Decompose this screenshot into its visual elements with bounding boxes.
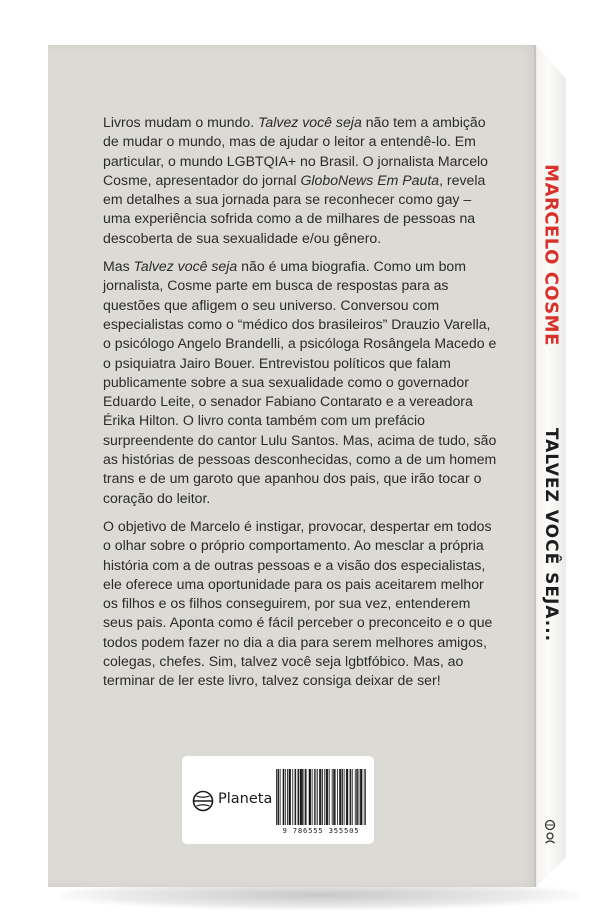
barcode-bar (295, 769, 296, 825)
barcode-bar (306, 769, 307, 825)
synopsis-text: não é uma biografia. Como um bom jornalista, Cosme parte em busca de respostas para as questões que afligem o seu universo. Conversou com especialistas como o “médico dos brasileiros” Drauzio Varella, o psicólogo Angelo Brandelli, a psicóloga Rosângela Macedo e o psiquiatra Jairo Bouer. Entrevistou políticos que falam publicamente sobre a sua sexualidade como o governador Eduardo Leite, o senador Fabiano Contarato e a vereadora Érika Hilton. O livro conta também com um prefácio surpreendente do cantor Lulu Santos. Mas, acima de tudo, são as histórias de pessoas desconhecidas, como a de um homem trans e de um garoto que apanhou dos pais, que irão tocar o coração do leitor. (103, 258, 497, 506)
barcode-bar (326, 769, 327, 825)
barcode-bar (355, 769, 356, 825)
italic-title-text: Talvez você seja (133, 258, 238, 275)
barcode-bar (289, 769, 290, 825)
barcode-bar (315, 769, 316, 825)
barcode-bar (327, 769, 328, 825)
barcode-bar (309, 769, 310, 825)
barcode-bar (347, 769, 348, 825)
barcode-bar (295, 769, 296, 825)
barcode-bar (302, 769, 303, 825)
synopsis-paragraph (103, 517, 497, 691)
barcode-bar (360, 769, 361, 825)
barcode-bar (290, 769, 291, 825)
barcode-bar (337, 769, 338, 825)
isbn-barcode (276, 769, 366, 825)
synopsis-text: não tem a ambição de mudar o mundo, mas de ajudar o leitor a entendê-lo. Em particular, o mundo LGBTQIA+ no Brasil. O jornalista Marcelo Cosme, apresentador do jornal (103, 114, 489, 188)
barcode-bar (300, 769, 301, 825)
barcode-bar (320, 769, 321, 825)
back-cover-synopsis (103, 113, 497, 700)
publisher-spine-logo-icon (542, 818, 558, 848)
barcode-bar (356, 769, 357, 825)
barcode-label (182, 756, 374, 844)
barcode-bar (357, 769, 358, 825)
barcode-bar (344, 769, 345, 825)
barcode-bar (283, 769, 284, 825)
barcode-bar (346, 769, 347, 825)
barcode-bar (301, 769, 302, 825)
barcode-bar (277, 769, 278, 825)
barcode-bar (305, 769, 306, 825)
barcode-bar (359, 769, 360, 825)
barcode-bar (312, 769, 313, 825)
barcode-bar (322, 769, 323, 825)
publisher-name: Planeta (218, 791, 273, 807)
spine-author-name: MARCELO COSME (540, 164, 562, 346)
barcode-bar (350, 769, 351, 825)
synopsis-text: Livros mudam o mundo. (103, 114, 259, 130)
synopsis-paragraph (103, 257, 497, 508)
barcode-bar (314, 769, 315, 825)
barcode-bar (352, 769, 353, 825)
barcode-bar (327, 769, 328, 825)
planeta-globe-icon (192, 790, 214, 812)
barcode-bar (317, 769, 318, 825)
barcode-bar (319, 769, 320, 825)
synopsis-text: , revela em detalhes a sua jornada para se reconhecer como gay – uma experiência sofrida como a de milhares de pessoas na descoberta de sua sexualidade e/ou gênero. (103, 171, 486, 246)
barcode-bar (333, 769, 334, 825)
barcode-bar (365, 769, 366, 825)
barcode-bar (285, 769, 286, 825)
barcode-bar (342, 769, 343, 825)
barcode-bar (289, 769, 290, 825)
barcode-bar (276, 769, 277, 825)
synopsis-text: Mas (103, 258, 134, 275)
barcode-bar (280, 769, 281, 825)
barcode-bar (339, 769, 340, 825)
barcode-bar (332, 769, 333, 825)
barcode-bar (321, 769, 322, 825)
barcode-bar (292, 769, 293, 825)
barcode-bar (341, 769, 342, 825)
barcode-bar (278, 769, 279, 825)
spine-fold-shadow (534, 45, 537, 887)
barcode-bar (283, 769, 284, 825)
synopsis-text: O objetivo de Marcelo é instigar, provocar, despertar em todos o olhar sobre o próprio comportamento. Ao mesclar a própria história com a de outras pessoas e a visão dos especialistas, ele oferece uma oportunidade para os pais aceitarem melhor os filhos e os filhos conseguirem, por sua vez, entenderem seus pais. Aponta como é fácil perceber o preconceito e o que todos podem fazer no dia a dia para serem melhores amigos, colegas, chefes. Sim, talvez você seja lgbtfóbico. Mas, ao terminar de ler este livro, talvez consiga deixar de ser! (103, 517, 493, 689)
italic-title-text: GloboNews Em Pauta (300, 171, 440, 188)
barcode-bar (324, 769, 325, 825)
barcode-bar (340, 769, 341, 825)
barcode-bar (287, 769, 288, 825)
barcode-bar (304, 769, 305, 825)
barcode-bar (335, 769, 336, 825)
barcode-bar (298, 769, 299, 825)
barcode-bar (361, 769, 362, 825)
barcode-bar (309, 769, 310, 825)
barcode-bar (364, 769, 365, 825)
barcode-bar (362, 769, 363, 825)
italic-title-text: Talvez você seja (258, 114, 362, 130)
spine-book-title: TALVEZ VOCÊ SEJA... (541, 427, 561, 643)
barcode-bar (347, 769, 348, 825)
barcode-bar (350, 769, 351, 825)
barcode-bar (329, 769, 330, 825)
barcode-bar (298, 769, 299, 825)
barcode-bar (301, 769, 302, 825)
barcode-bar (334, 769, 335, 825)
barcode-bar (310, 769, 311, 825)
isbn-number: 9 786555 355505 (282, 826, 360, 835)
synopsis-paragraph (103, 113, 497, 248)
